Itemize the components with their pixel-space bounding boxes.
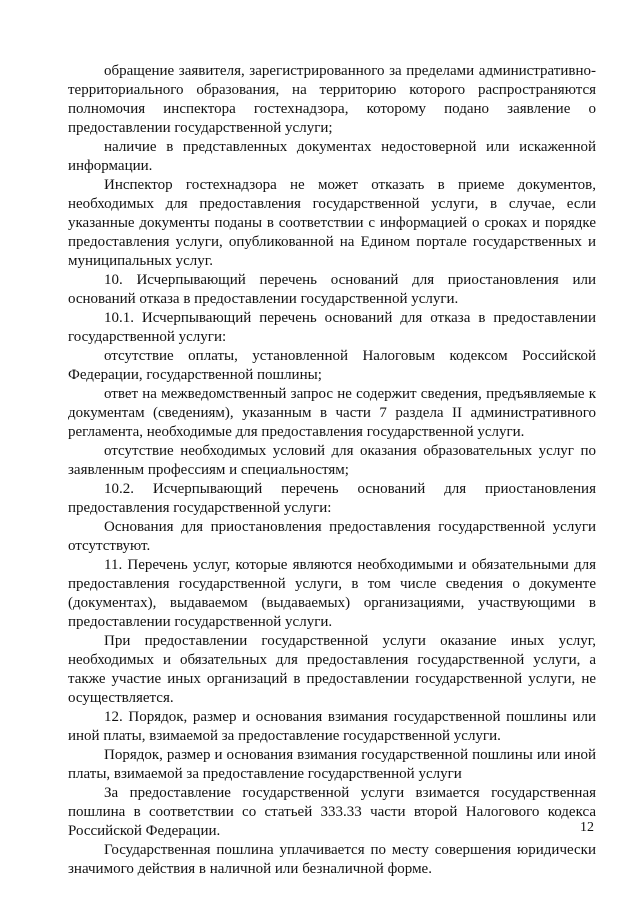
paragraph-section-10-1: 10.1. Исчерпывающий перечень оснований для отказа в предоставлении государственной услуги: [68,310,596,345]
paragraph-no-other-services: При предоставлении государственной услуги оказание иных услуг, необходимых и обязательных для предоставления государственной услуги, а также участие иных организаций в предоставлении государственной услуги, не осуществляется. [68,633,596,706]
paragraph-inspector-cannot-refuse: Инспектор гостехнадзора не может отказать в приеме документов, необходимых для предоставления государственной услуги, в случае, если указанные документы поданы в соответствии с информацией о сроках и порядке предоставления услуги, опубликованной на Едином портале государственных и муниципальных услуг. [68,177,596,269]
paragraph-duty-payment-place: Государственная пошлина уплачивается по месту совершения юридически значимого действия в наличной или безналичной форме. [68,842,596,877]
paragraph-no-payment: отсутствие оплаты, установленной Налоговым кодексом Российской Федерации, государственной пошлины; [68,348,596,383]
paragraph-fee-procedure: Порядок, размер и основания взимания государственной пошлины или иной платы, взимаемой за предоставление государственной услуги [68,747,596,782]
paragraph-no-conditions: отсутствие необходимых условий для оказания образовательных услуг по заявленным профессиям и специальностям; [68,443,596,478]
paragraph-section-10-2: 10.2. Исчерпывающий перечень оснований для приостановления предоставления государственной услуги: [68,481,596,516]
paragraph-state-duty: За предоставление государственной услуги взимается государственная пошлина в соответствии со статьей 333.33 части второй Налогового кодекса Российской Федерации. [68,785,596,839]
paragraph-section-11: 11. Перечень услуг, которые являются необходимыми и обязательными для предоставления государственной услуги, в том числе сведения о документе (документах), выдаваемом (выдаваемых) организациями, участвующими в предоставлении государственной услуги. [68,557,596,630]
paragraph-applicant-outside-territory: обращение заявителя, зарегистрированного за пределами административно-территориального образования, на территорию которого распространяются полномочия инспектора гостехнадзора, которому подано заявление о предоставлении государственной услуги; [68,63,596,136]
paragraph-section-10-heading: 10. Исчерпывающий перечень оснований для приостановления или оснований отказа в предоставлении государственной услуги. [68,272,596,307]
paragraph-no-suspension-grounds: Основания для приостановления предоставления государственной услуги отсутствуют. [68,519,596,554]
document-body [68,62,596,879]
paragraph-false-information: наличие в представленных документах недостоверной или искаженной информации. [68,139,596,174]
page-number: 12 [580,820,594,835]
paragraph-interagency-request: ответ на межведомственный запрос не содержит сведения, предъявляемые к документам (сведениям), указанным в части 7 раздела II административного регламента, необходимые для предоставления государственной услуги. [68,386,596,440]
paragraph-section-12: 12. Порядок, размер и основания взимания государственной пошлины или иной платы, взимаемой за предоставление государственной услуги. [68,709,596,744]
